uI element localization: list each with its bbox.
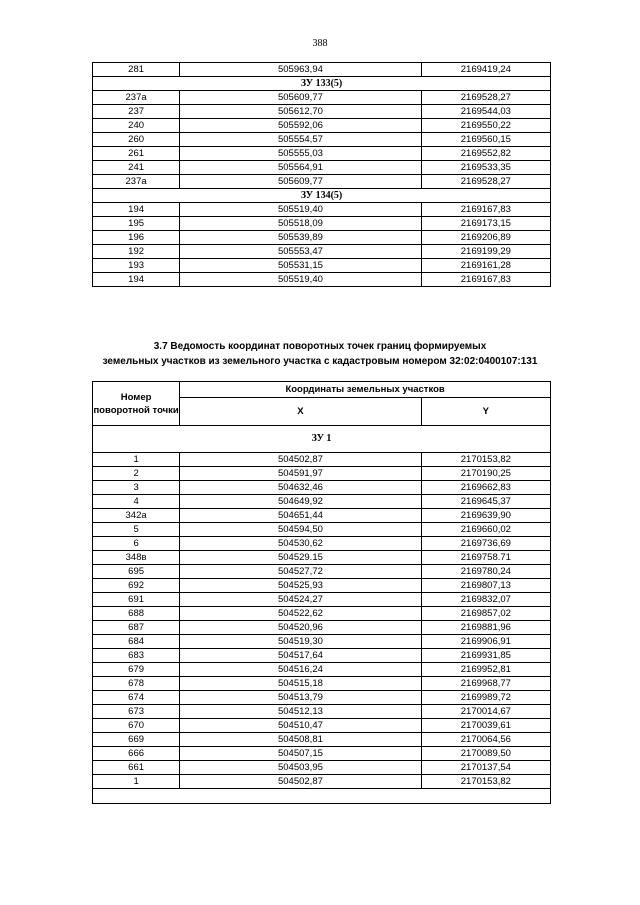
x-coordinate-cell: 504591,97 <box>180 467 422 481</box>
section-title <box>0 339 640 369</box>
x-coordinate-cell: 504519,30 <box>180 635 422 649</box>
empty-cell <box>93 789 551 804</box>
table-row <box>93 217 551 231</box>
y-coordinate-cell: 2169931,85 <box>421 649 550 663</box>
point-number-cell: 673 <box>93 705 180 719</box>
y-coordinate-cell: 2170039,61 <box>421 719 550 733</box>
table-row <box>93 775 551 789</box>
point-number-cell: 678 <box>93 677 180 691</box>
x-coordinate-cell: 505592,06 <box>180 119 422 133</box>
point-number-cell: 237а <box>93 91 180 105</box>
x-coordinate-cell: 504507,15 <box>180 747 422 761</box>
table-row <box>93 705 551 719</box>
point-number-cell: 194 <box>93 273 180 287</box>
x-coordinate-cell: 504527,72 <box>180 565 422 579</box>
x-coordinate-cell: 504649,92 <box>180 495 422 509</box>
y-coordinate-cell: 2169528,27 <box>421 91 550 105</box>
group-row <box>93 426 551 453</box>
x-coordinate-cell: 504503,95 <box>180 761 422 775</box>
table-row <box>93 203 551 217</box>
x-coordinate-cell: 504512,13 <box>180 705 422 719</box>
y-coordinate-cell: 2169560,15 <box>421 133 550 147</box>
y-coordinate-cell: 2169161,28 <box>421 259 550 273</box>
point-number-cell: 192 <box>93 245 180 259</box>
point-number-cell: 687 <box>93 621 180 635</box>
point-number-cell: 348в <box>93 551 180 565</box>
x-coordinate-cell: 505609,77 <box>180 91 422 105</box>
x-coordinate-cell: 505519,40 <box>180 203 422 217</box>
table-row <box>93 551 551 565</box>
table-row <box>93 747 551 761</box>
table-row <box>93 621 551 635</box>
y-coordinate-cell: 2170137,54 <box>421 761 550 775</box>
point-number-cell: 5 <box>93 523 180 537</box>
header-y: Y <box>421 398 550 426</box>
x-coordinate-cell: 504651,44 <box>180 509 422 523</box>
point-number-cell: 4 <box>93 495 180 509</box>
y-coordinate-cell: 2169660,02 <box>421 523 550 537</box>
point-number-cell: 237а <box>93 175 180 189</box>
table-row <box>93 161 551 175</box>
x-coordinate-cell: 505609,77 <box>180 175 422 189</box>
y-coordinate-cell: 2169552,82 <box>421 147 550 161</box>
x-coordinate-cell: 504594,50 <box>180 523 422 537</box>
table-row <box>93 273 551 287</box>
x-coordinate-cell: 504517,64 <box>180 649 422 663</box>
group-row <box>93 189 551 203</box>
table-row <box>93 105 551 119</box>
point-number-cell: 1 <box>93 453 180 467</box>
point-number-cell: 684 <box>93 635 180 649</box>
point-number-cell: 194 <box>93 203 180 217</box>
table-row <box>93 691 551 705</box>
point-number-cell: 241 <box>93 161 180 175</box>
table-row <box>93 467 551 481</box>
x-coordinate-cell: 504529.15 <box>180 551 422 565</box>
table-row <box>93 649 551 663</box>
y-coordinate-cell: 2169881,96 <box>421 621 550 635</box>
y-coordinate-cell: 2169528,27 <box>421 175 550 189</box>
group-row <box>93 77 551 91</box>
table-row <box>93 593 551 607</box>
table-row <box>93 231 551 245</box>
y-coordinate-cell: 2169533,35 <box>421 161 550 175</box>
point-number-cell: 692 <box>93 579 180 593</box>
table-row <box>93 565 551 579</box>
x-coordinate-cell: 505518,09 <box>180 217 422 231</box>
table-row <box>93 579 551 593</box>
y-coordinate-cell: 2169206,89 <box>421 231 550 245</box>
table-row <box>93 91 551 105</box>
y-coordinate-cell: 2170014,67 <box>421 705 550 719</box>
group-label: ЗУ 133(5) <box>93 77 551 91</box>
table-row <box>93 607 551 621</box>
table-row <box>93 635 551 649</box>
y-coordinate-cell: 2169544,03 <box>421 105 550 119</box>
x-coordinate-cell: 504515,18 <box>180 677 422 691</box>
y-coordinate-cell: 2169906,91 <box>421 635 550 649</box>
x-coordinate-cell: 504520,96 <box>180 621 422 635</box>
y-coordinate-cell: 2169989,72 <box>421 691 550 705</box>
point-number-cell: 679 <box>93 663 180 677</box>
coordinates-table-continued <box>92 62 551 287</box>
table-row <box>93 523 551 537</box>
table-row <box>93 175 551 189</box>
x-coordinate-cell: 505519,40 <box>180 273 422 287</box>
y-coordinate-cell: 2170064,56 <box>421 733 550 747</box>
table2-header <box>93 382 551 426</box>
point-number-cell: 669 <box>93 733 180 747</box>
section-title-line2: земельных участков из земельного участка с кадастровым номером 32:02:0400107:131 <box>102 356 538 367</box>
point-number-cell: 674 <box>93 691 180 705</box>
point-number-cell: 6 <box>93 537 180 551</box>
group-label: ЗУ 134(5) <box>93 189 551 203</box>
y-coordinate-cell: 2169645,37 <box>421 495 550 509</box>
point-number-cell: 688 <box>93 607 180 621</box>
y-coordinate-cell: 2170153,82 <box>421 453 550 467</box>
point-number-cell: 193 <box>93 259 180 273</box>
y-coordinate-cell: 2169857,02 <box>421 607 550 621</box>
y-coordinate-cell: 2169173,15 <box>421 217 550 231</box>
group-label: ЗУ 1 <box>93 426 551 453</box>
table-row <box>93 663 551 677</box>
y-coordinate-cell: 2170089,50 <box>421 747 550 761</box>
y-coordinate-cell: 2169807,13 <box>421 579 550 593</box>
point-number-cell: 691 <box>93 593 180 607</box>
x-coordinate-cell: 504502,87 <box>180 775 422 789</box>
y-coordinate-cell: 2169167,83 <box>421 203 550 217</box>
x-coordinate-cell: 504508,81 <box>180 733 422 747</box>
y-coordinate-cell: 2169780,24 <box>421 565 550 579</box>
x-coordinate-cell: 504516,24 <box>180 663 422 677</box>
x-coordinate-cell: 505539,89 <box>180 231 422 245</box>
point-number-cell: 240 <box>93 119 180 133</box>
y-coordinate-cell: 2169736,69 <box>421 537 550 551</box>
y-coordinate-cell: 2170153,82 <box>421 775 550 789</box>
header-coordinates: Координаты земельных участков <box>180 382 551 398</box>
point-number-cell: 1 <box>93 775 180 789</box>
table-row <box>93 677 551 691</box>
table-row <box>93 761 551 775</box>
table1-body <box>93 63 551 287</box>
table2-body <box>93 426 551 804</box>
point-number-cell: 196 <box>93 231 180 245</box>
x-coordinate-cell: 505555,03 <box>180 147 422 161</box>
point-number-cell: 3 <box>93 481 180 495</box>
point-number-cell: 260 <box>93 133 180 147</box>
table-row <box>93 733 551 747</box>
x-coordinate-cell: 505553,47 <box>180 245 422 259</box>
point-number-cell: 661 <box>93 761 180 775</box>
table-row <box>93 133 551 147</box>
section-title-line1: 3.7 Ведомость координат поворотных точек границ формируемых <box>153 341 487 352</box>
table-row <box>93 119 551 133</box>
y-coordinate-cell: 2169832,07 <box>421 593 550 607</box>
header-point-number: Номер поворотной точки <box>93 382 180 426</box>
point-number-cell: 683 <box>93 649 180 663</box>
point-number-cell: 695 <box>93 565 180 579</box>
x-coordinate-cell: 504632,46 <box>180 481 422 495</box>
point-number-cell: 666 <box>93 747 180 761</box>
y-coordinate-cell: 2169639,90 <box>421 509 550 523</box>
table-row <box>93 481 551 495</box>
point-number-cell: 237 <box>93 105 180 119</box>
point-number-cell: 281 <box>93 63 180 77</box>
coordinates-table-zu1 <box>92 381 551 804</box>
point-number-cell: 2 <box>93 467 180 481</box>
x-coordinate-cell: 504524,27 <box>180 593 422 607</box>
point-number-cell: 195 <box>93 217 180 231</box>
x-coordinate-cell: 504530,62 <box>180 537 422 551</box>
table-row <box>93 453 551 467</box>
table-row <box>93 245 551 259</box>
x-coordinate-cell: 505564,91 <box>180 161 422 175</box>
y-coordinate-cell: 2169758.71 <box>421 551 550 565</box>
x-coordinate-cell: 505554,57 <box>180 133 422 147</box>
x-coordinate-cell: 504510,47 <box>180 719 422 733</box>
header-x: X <box>180 398 422 426</box>
table-row <box>93 259 551 273</box>
x-coordinate-cell: 505963,94 <box>180 63 422 77</box>
y-coordinate-cell: 2169419,24 <box>421 63 550 77</box>
x-coordinate-cell: 504522,62 <box>180 607 422 621</box>
point-number-cell: 670 <box>93 719 180 733</box>
x-coordinate-cell: 505612,70 <box>180 105 422 119</box>
x-coordinate-cell: 504502,87 <box>180 453 422 467</box>
empty-row <box>93 789 551 804</box>
x-coordinate-cell: 504513,79 <box>180 691 422 705</box>
page-number: 388 <box>312 38 328 49</box>
table-row <box>93 147 551 161</box>
table-row <box>93 537 551 551</box>
x-coordinate-cell: 504525,93 <box>180 579 422 593</box>
point-number-cell: 261 <box>93 147 180 161</box>
table-row <box>93 63 551 77</box>
table-row <box>93 719 551 733</box>
y-coordinate-cell: 2169199,29 <box>421 245 550 259</box>
table-row <box>93 509 551 523</box>
y-coordinate-cell: 2169952,81 <box>421 663 550 677</box>
table-row <box>93 495 551 509</box>
y-coordinate-cell: 2169662,83 <box>421 481 550 495</box>
y-coordinate-cell: 2170190,25 <box>421 467 550 481</box>
point-number-cell: 342а <box>93 509 180 523</box>
y-coordinate-cell: 2169968,77 <box>421 677 550 691</box>
y-coordinate-cell: 2169167,83 <box>421 273 550 287</box>
y-coordinate-cell: 2169550,22 <box>421 119 550 133</box>
x-coordinate-cell: 505531,15 <box>180 259 422 273</box>
